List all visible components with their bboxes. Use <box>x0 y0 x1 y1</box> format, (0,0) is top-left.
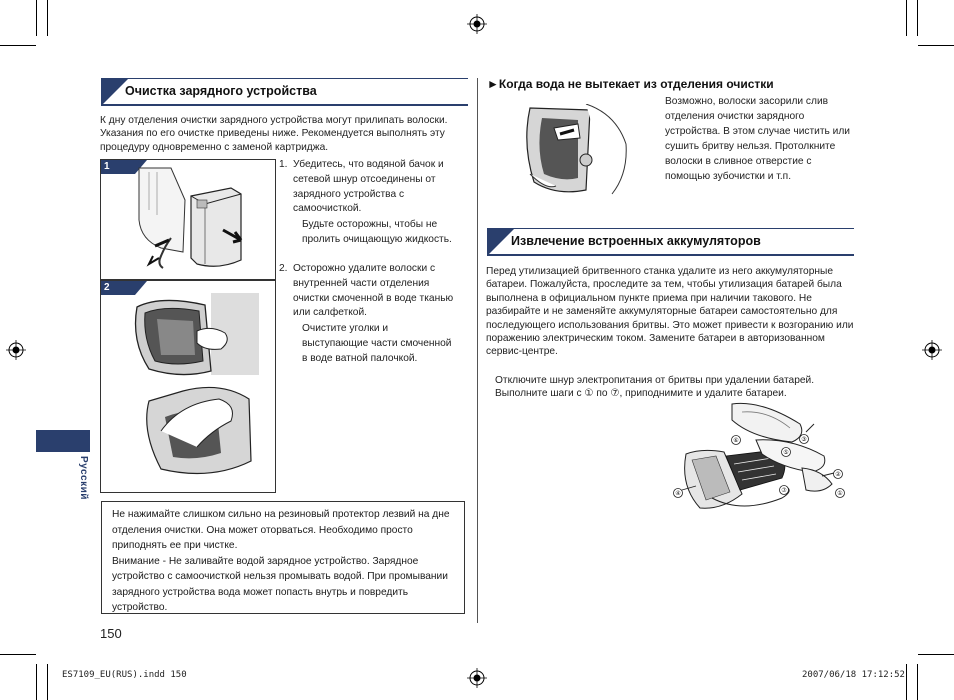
crop-mark <box>906 0 907 36</box>
registration-mark-icon <box>6 340 26 360</box>
crop-mark <box>918 654 954 655</box>
callout-1: ① <box>837 490 843 497</box>
charger-disconnect-illustration <box>101 160 277 281</box>
cleaning-compartment-illustration <box>101 281 277 494</box>
crop-mark <box>47 0 48 36</box>
crop-mark <box>36 0 37 36</box>
callout-7: ⑦ <box>781 487 787 494</box>
figure-number: 1 <box>101 160 135 174</box>
callout-4: ④ <box>675 490 681 497</box>
intro-paragraph: К дну отделения очистки зарядного устройства могут прилипать волоски. Указания по его очистке приведены ниже. Рекомендуется выполнять эту процедуру одновременно с заменой картриджа. <box>100 115 448 153</box>
callout-3: ③ <box>801 436 807 443</box>
figure-1 <box>100 159 276 280</box>
crop-mark <box>0 45 36 46</box>
crop-mark <box>906 664 907 700</box>
battery-removal-diagram <box>672 398 852 524</box>
column-divider <box>477 78 478 623</box>
section-title: Очистка зарядного устройства <box>125 84 317 98</box>
crop-mark <box>0 654 36 655</box>
crop-mark <box>917 664 918 700</box>
registration-mark-icon <box>467 14 487 34</box>
step-2-note: Очистите уголки и выступающие части смоченной в воде ватной палочкой. <box>302 323 452 364</box>
registration-mark-icon <box>467 668 487 688</box>
callout-6: ⑥ <box>733 437 739 444</box>
step-2-text: Осторожно удалите волоски с внутренней части отделения очистки смоченной в воде тканью или салфеткой. <box>293 263 454 319</box>
crop-mark <box>36 664 37 700</box>
crop-mark <box>47 664 48 700</box>
page-number: 150 <box>100 626 122 641</box>
step-number: 2. <box>279 263 288 274</box>
section-header-charger-cleaning <box>101 78 468 106</box>
callout-5: ⑤ <box>783 449 789 456</box>
step-1-text: Убедитесь, что водяной бачок и сетевой шнур отсоединены от зарядного устройства с самоочисткой. <box>293 159 444 215</box>
footer-timestamp: 2007/06/18 17:12:52 <box>802 670 905 680</box>
language-label: Русский <box>78 456 89 500</box>
language-tab <box>36 430 90 452</box>
warning-text: Не нажимайте слишком сильно на резиновый протектор лезвий на дне отделения очистки. Она может оторваться. Необходимо просто приподнять ее при чистке. <box>112 509 450 551</box>
water-explanation: Возможно, волоски засорили слив отделения очистки зарядного устройства. В этом случае чистить или сушить бритву нельзя. Протолкните волоски в сливное отверстие с помощью зубочистки и т.п. <box>665 96 850 182</box>
caution-text: Внимание - Не заливайте водой зарядное устройство. Зарядное устройство с самоочисткой нельзя промывать водой. При промывании зарядного устройства вода может попасть внутрь и повредить устройство. <box>112 555 448 613</box>
section-header-battery-removal <box>487 228 854 256</box>
figure-2 <box>100 280 276 493</box>
step-1-note: Будьте осторожны, чтобы не пролить очищающую жидкость. <box>302 219 452 245</box>
registration-mark-icon <box>922 340 942 360</box>
footer-file-info: ES7109_EU(RUS).indd 150 <box>62 670 187 680</box>
figure-number: 2 <box>101 281 135 295</box>
drain-illustration <box>516 104 632 200</box>
section-title: Извлечение встроенных аккумуляторов <box>511 234 761 248</box>
step-number: 1. <box>279 159 288 170</box>
water-subheading: ►Когда вода не вытекает из отделения очистки <box>487 77 774 91</box>
crop-mark <box>918 45 954 46</box>
callout-2: ② <box>835 471 841 478</box>
warning-box <box>101 501 465 614</box>
crop-mark <box>917 0 918 36</box>
battery-disposal-paragraph: Перед утилизацией бритвенного станка удалите из него аккумуляторные батареи. Пожалуйста, проследите за тем, чтобы утилизация батарей была выполнена в официальном пункте приема при наличии такового. Не разбирайте и не заменяйте аккумуляторные батареи самостоятельно для последующего использования бритвы. Это может привести к возгоранию или поражению электрическим током. Замените батареи в авторизованном сервис-центре. <box>486 266 854 358</box>
battery-removal-step: Отключите шнур электропитания от бритвы при удалении батарей. Выполните шаги с ① по ⑦, приподнимите и удалите батареи. <box>495 375 815 400</box>
